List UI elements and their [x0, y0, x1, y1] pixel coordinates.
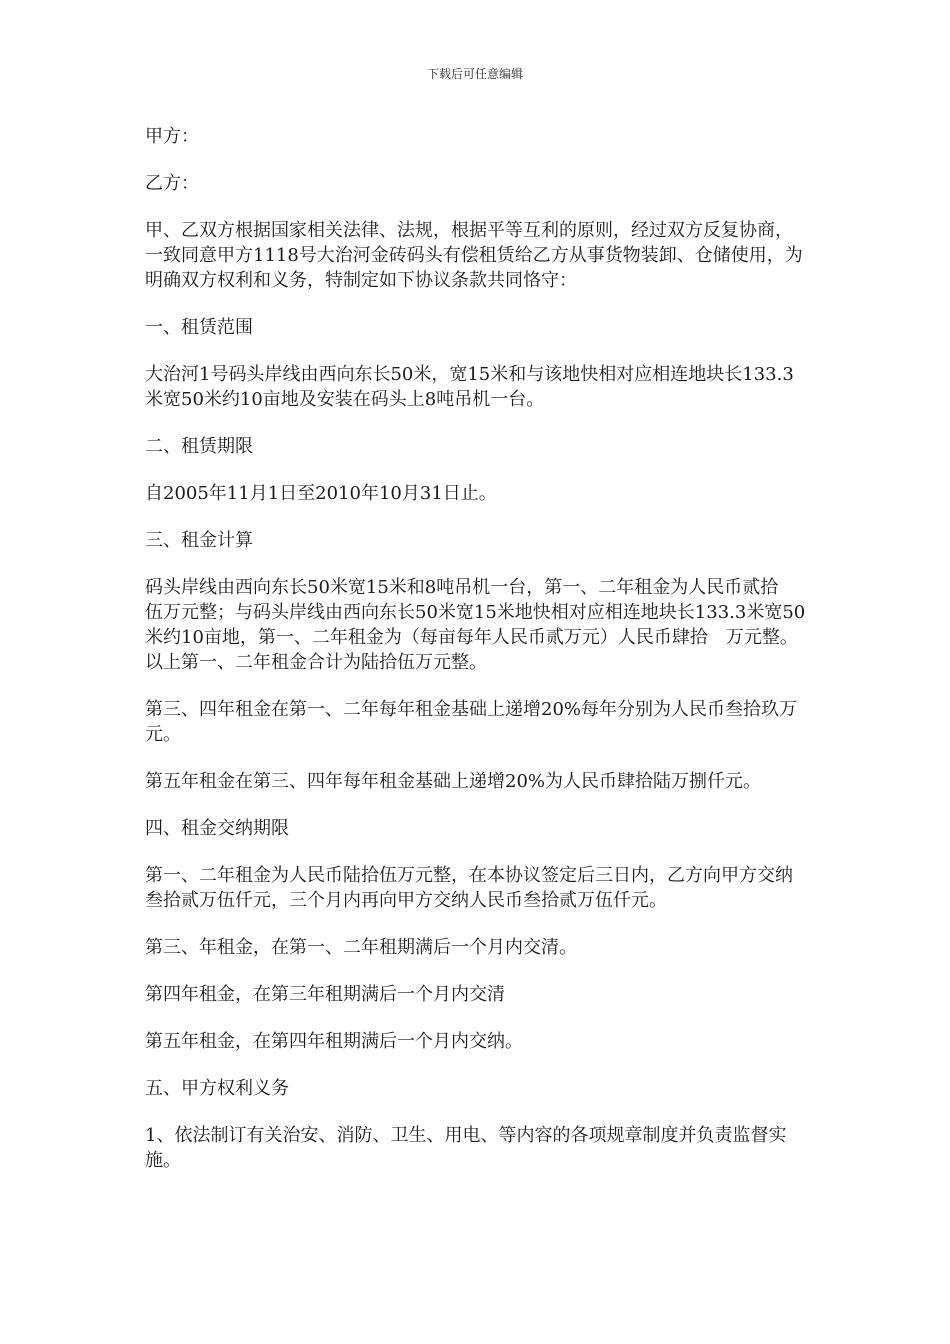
payment-years-1-2-paragraph: 第一、二年租金为人民币陆拾伍万元整，在本协议签定后三日内，乙方向甲方交纳叁拾贰万伍仟元，三个月内再向甲方交纳人民币叁拾贰万伍仟元。	[145, 865, 793, 911]
header-note: 下载后可任意编辑	[426, 67, 523, 81]
rent-year-5-paragraph: 第五年租金在第三、四年每年租金基础上递增20%为人民币肆拾陆万捌仟元。	[145, 771, 762, 792]
rent-calculation-paragraph: 码头岸线由西向东长50米宽15米和8吨吊机一台，第一、二年租金为人民币贰拾 伍万元整；与码头岸线由西向东长50米宽15米地快相对应相连地块长133.3米宽50米约10亩地，第一、二年租金为（每亩每年人民币贰万元）人民币肆拾 万元整。以上第一、二年租金合计为陆拾伍万元整。	[145, 577, 806, 673]
section-heading-party-a-rights: 五、甲方权利义务	[145, 1078, 289, 1099]
section-heading-rent-calculation: 三、租金计算	[145, 530, 253, 551]
party-a-line: 甲方：	[145, 126, 199, 147]
payment-year-4-paragraph: 第四年租金，在第三年租期满后一个月内交清	[145, 984, 505, 1005]
preamble-paragraph: 甲、乙双方根据国家相关法律、法规，根据平等互利的原则，经过双方反复协商，一致同意甲方1118号大治河金砖码头有偿租赁给乙方从事货物装卸、仓储使用，为明确双方权利和义务，特制定如下协议条款共同恪守：	[145, 220, 803, 291]
rent-years-3-4-paragraph: 第三、四年租金在第一、二年每年租金基础上递增20%每年分别为人民币叁拾玖万元。	[145, 699, 798, 745]
section-heading-lease-term: 二、租赁期限	[145, 436, 253, 457]
payment-year-3-paragraph: 第三、年租金，在第一、二年租期满后一个月内交清。	[145, 937, 577, 958]
party-a-rights-item-1: 1、依法制订有关治安、消防、卫生、用电、等内容的各项规章制度并负责监督实施。	[145, 1125, 787, 1171]
document-body	[145, 124, 810, 1195]
party-b-line: 乙方：	[145, 173, 199, 194]
section-heading-lease-scope: 一、租赁范围	[145, 317, 253, 338]
lease-term-paragraph: 自2005年11月1日至2010年10月31日止。	[145, 483, 497, 504]
lease-scope-paragraph: 大治河1号码头岸线由西向东长50米，宽15米和与该地快相对应相连地块长133.3米宽50米约10亩地及安装在码头上8吨吊机一台。	[145, 364, 794, 410]
payment-year-5-paragraph: 第五年租金，在第四年租期满后一个月内交纳。	[145, 1031, 523, 1052]
section-heading-payment-deadline: 四、租金交纳期限	[145, 818, 289, 839]
